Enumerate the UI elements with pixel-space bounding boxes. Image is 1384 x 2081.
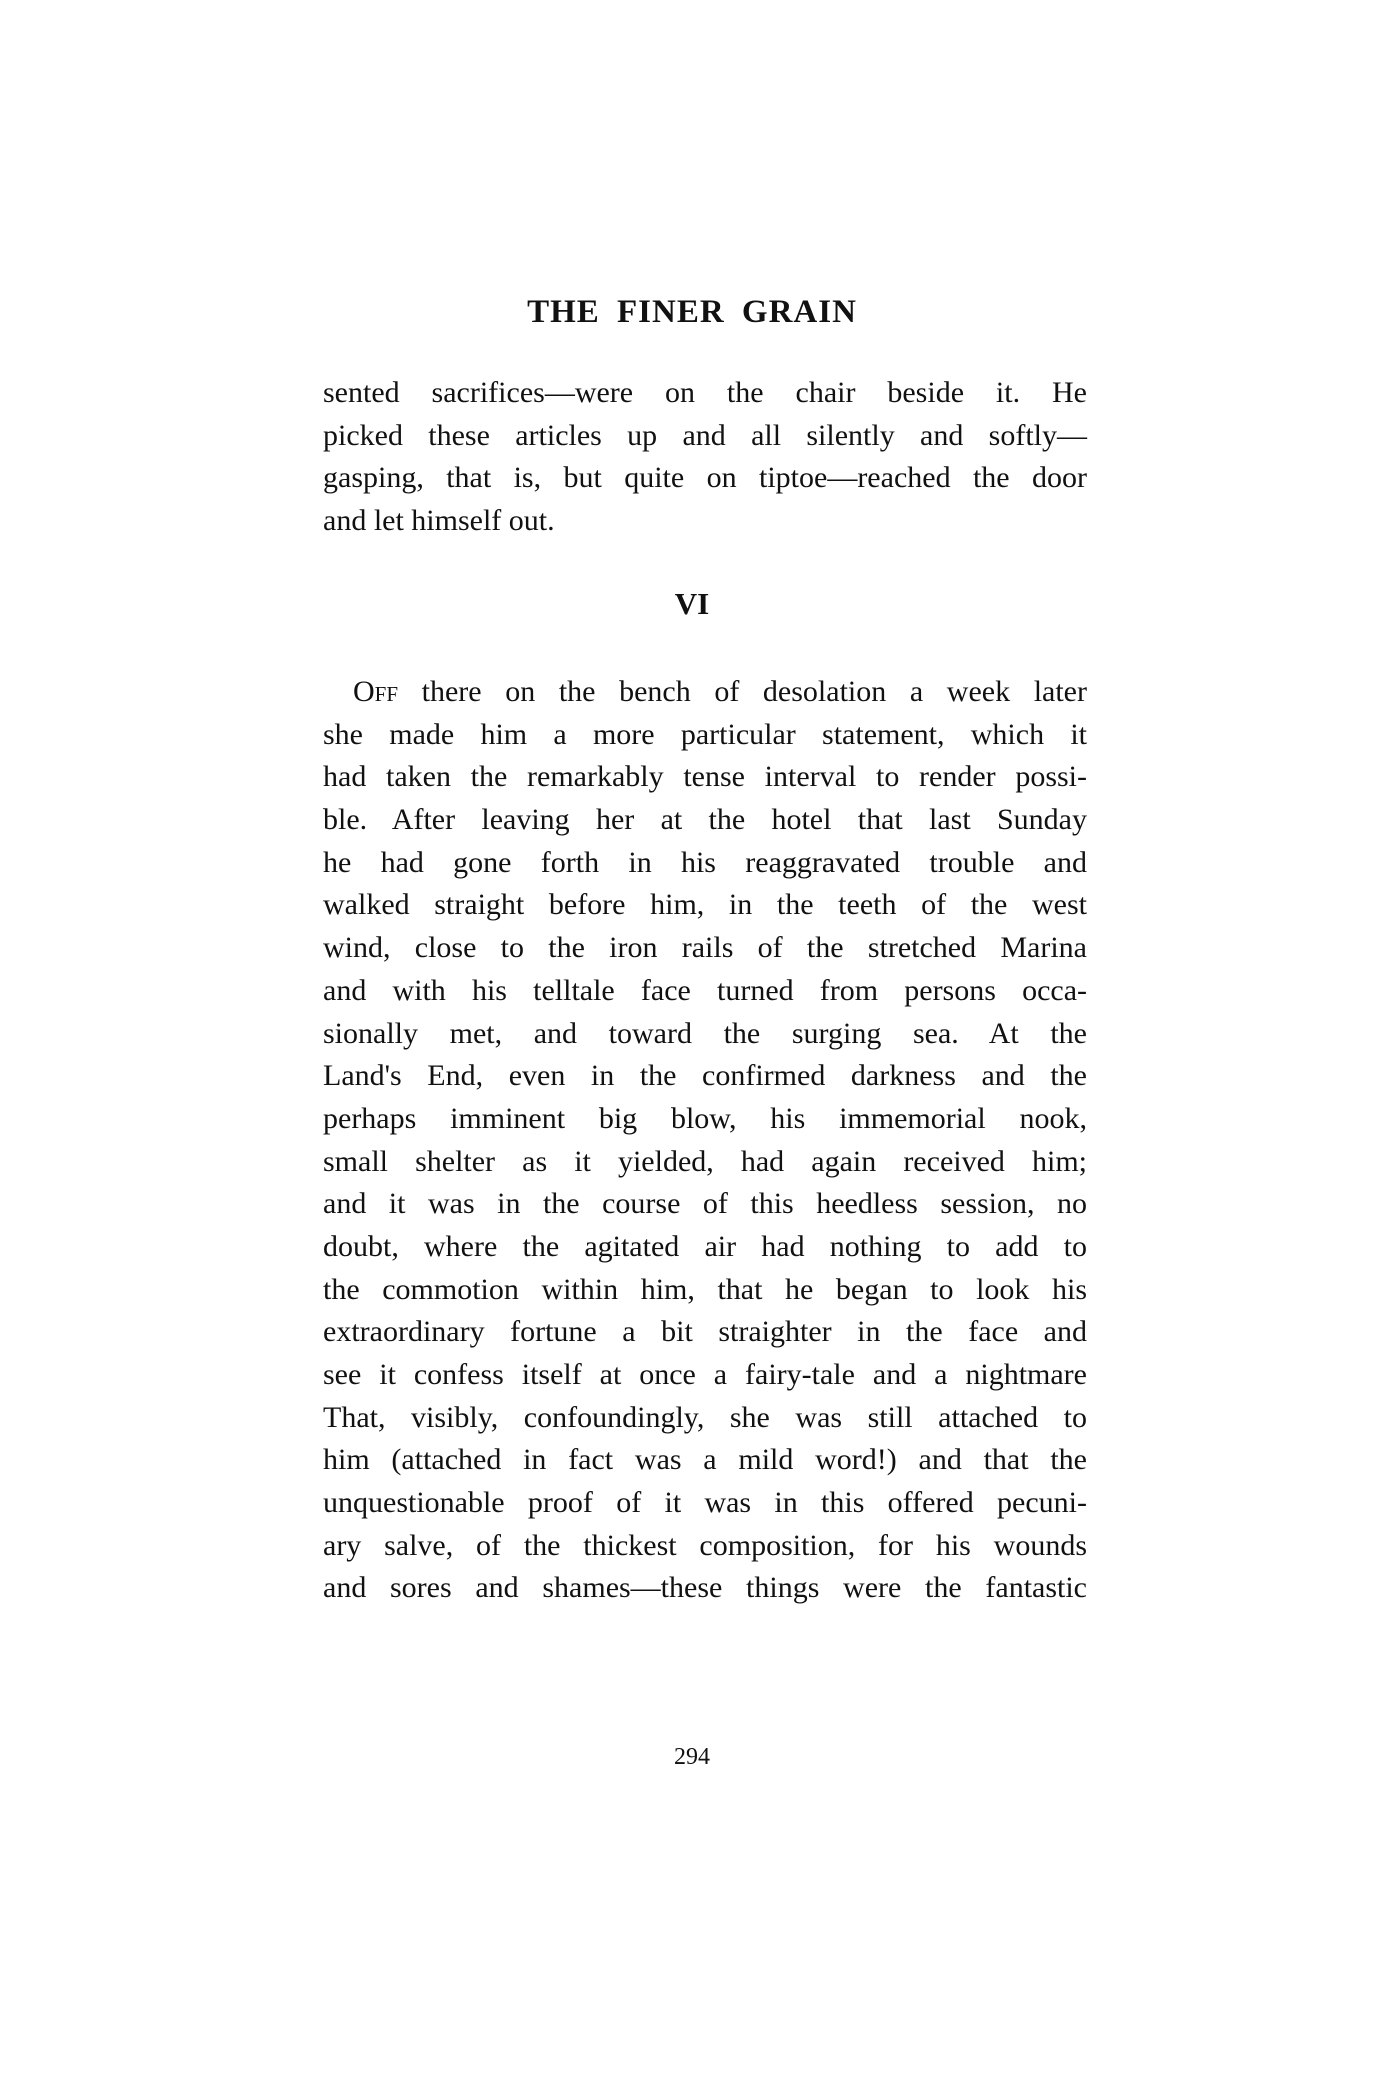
text-line: small shelter as it yielded, had again received him; [323,1144,1087,1178]
text-line: perhaps imminent big blow, his immemorial nook, [323,1101,1087,1135]
text-line: walked straight before him, in the teeth of the west [323,888,1087,922]
text-line: had taken the remarkably tense interval to render possi- [323,760,1087,794]
drop-word: Off [353,675,399,708]
text-line: That, visibly, confoundingly, she was still attached to [323,1400,1087,1434]
section-heading: VI [674,586,710,621]
text-line: and it was in the course of this heedless session, no [323,1187,1087,1221]
text-line: ary salve, of the thickest composition, for his wounds [323,1528,1087,1562]
text-line: wind, close to the iron rails of the stretched Marina [323,931,1087,965]
text-line: see it confess itself at once a fairy-tale and a nightmare [323,1358,1087,1391]
text-line: gasping, that is, but quite on tiptoe—reached the door [323,461,1087,495]
text-line: and with his telltale face turned from persons occa- [323,973,1087,1007]
text-line: she made him a more particular statement, which it [323,717,1087,751]
text-line: him (attached in fact was a mild word!) and that the [323,1443,1087,1477]
paragraph-section-vi [323,671,1087,1610]
text-line: picked these articles up and all silently and softly— [323,418,1087,452]
text-line: sented sacrifices—were on the chair beside it. He [323,376,1087,409]
text-line: extraordinary fortune a bit straighter in the face and [323,1315,1087,1349]
first-line-text: there on the bench of desolation a week later [398,675,1087,708]
text-line: and let himself out. [323,504,555,538]
text-line: ble. After leaving her at the hotel that last Sunday [323,803,1087,837]
text-line-first [323,671,1087,714]
page-number: 294 [674,1744,710,1770]
text-line: and sores and shames—these things were the fantastic [323,1571,1087,1605]
text-line: doubt, where the agitated air had nothing to add to [323,1229,1087,1263]
text-line: Land's End, even in the confirmed darkness and the [323,1059,1087,1093]
running-head: THE FINER GRAIN [527,294,857,330]
text-line: sionally met, and toward the surging sea. At the [323,1016,1087,1050]
text-line: unquestionable proof of it was in this offered pecuni- [323,1486,1087,1520]
text-line: the commotion within him, that he began to look his [323,1272,1087,1306]
text-line: he had gone forth in his reaggravated trouble and [323,845,1087,879]
paragraph-continued [323,372,1087,543]
